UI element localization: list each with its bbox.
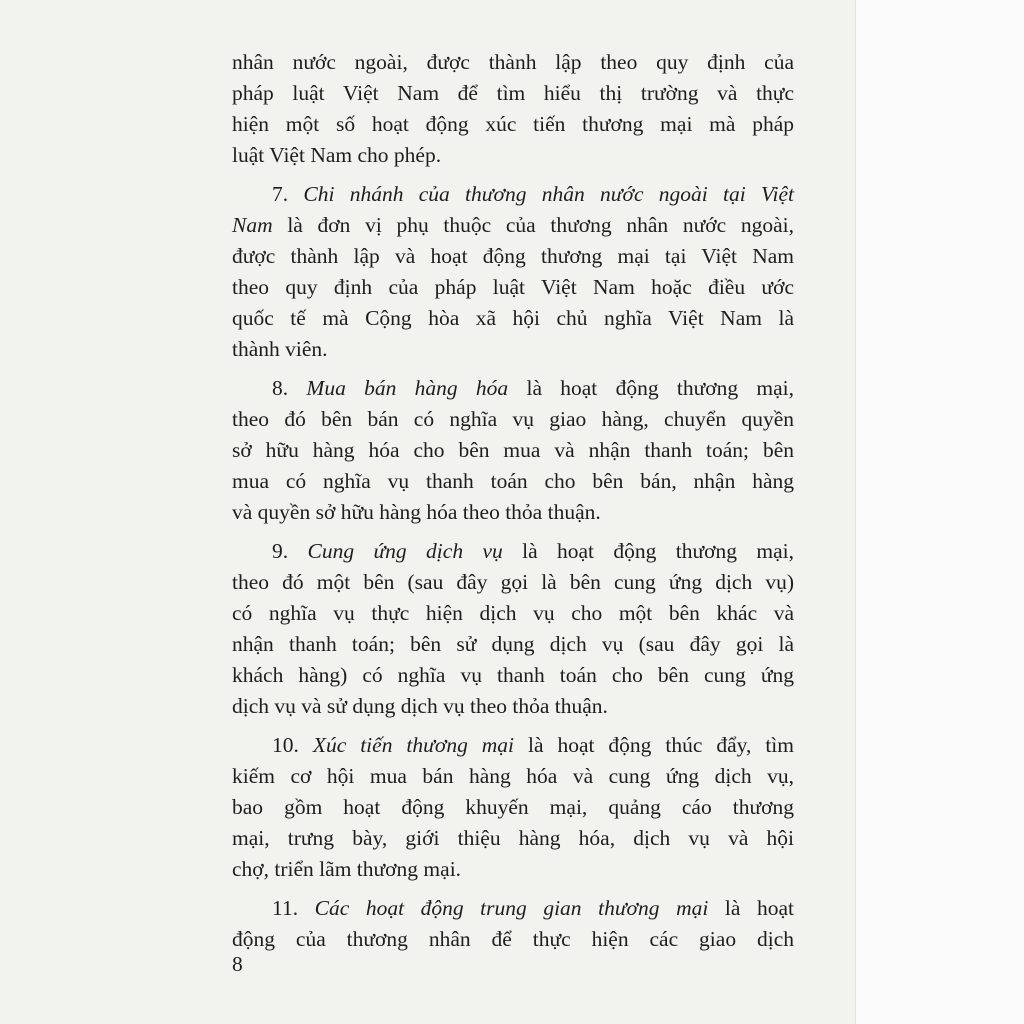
text-line	[232, 303, 794, 334]
paragraph	[232, 373, 794, 528]
text-line	[232, 497, 794, 528]
text-line	[232, 823, 794, 854]
text-segment: 7.	[272, 182, 304, 206]
text-segment: 10.	[272, 733, 313, 757]
text-segment: nhận thanh toán; bên sử dụng dịch vụ (sau đây gọi là	[232, 632, 794, 656]
text-line	[232, 792, 794, 823]
text-segment: 9.	[272, 539, 308, 563]
text-segment: sở hữu hàng hóa cho bên mua và nhận thanh toán; bên	[232, 438, 794, 462]
text-line	[232, 272, 794, 303]
text-line	[232, 660, 794, 691]
italic-term: Mua bán hàng hóa	[306, 376, 509, 400]
paragraph	[232, 730, 794, 885]
text-segment: là hoạt động thương mại,	[502, 539, 794, 563]
paragraph	[232, 179, 794, 365]
body-text	[232, 47, 794, 955]
text-line	[232, 761, 794, 792]
text-segment: khách hàng) có nghĩa vụ thanh toán cho bên cung ứng	[232, 663, 794, 687]
text-segment: động của thương nhân để thực hiện các giao dịch	[232, 927, 794, 951]
text-segment: là hoạt động thúc đẩy, tìm	[514, 733, 794, 757]
text-line	[232, 109, 794, 140]
text-segment: là đơn vị phụ thuộc của thương nhân nước ngoài,	[272, 213, 794, 237]
text-segment: là hoạt động thương mại,	[508, 376, 794, 400]
text-line	[232, 435, 794, 466]
text-segment: mại, trưng bày, giới thiệu hàng hóa, dịch vụ và hội	[232, 826, 794, 850]
italic-term: Các hoạt động trung gian thương mại	[314, 896, 709, 920]
text-line	[232, 210, 794, 241]
text-line	[232, 373, 794, 404]
text-segment: theo đó bên bán có nghĩa vụ giao hàng, chuyển quyền	[232, 407, 794, 431]
text-line	[232, 854, 794, 885]
text-line	[232, 730, 794, 761]
text-segment: có nghĩa vụ thực hiện dịch vụ cho một bên khác và	[232, 601, 794, 625]
text-line	[232, 179, 794, 210]
paragraph	[232, 536, 794, 722]
text-line	[232, 536, 794, 567]
italic-term: Chi nhánh của thương nhân nước ngoài tại Việt	[303, 182, 794, 206]
text-segment: nhân nước ngoài, được thành lập theo quy định của	[232, 50, 794, 74]
text-line	[232, 241, 794, 272]
text-segment: và quyền sở hữu hàng hóa theo thỏa thuận.	[232, 500, 601, 524]
page-edge	[856, 0, 1024, 1024]
text-line	[232, 598, 794, 629]
text-segment: pháp luật Việt Nam để tìm hiểu thị trường và thực	[232, 81, 794, 105]
text-line	[232, 629, 794, 660]
text-line	[232, 334, 794, 365]
text-line	[232, 691, 794, 722]
text-segment: kiếm cơ hội mua bán hàng hóa và cung ứng dịch vụ,	[232, 764, 794, 788]
page-number: 8	[232, 952, 243, 976]
text-segment: theo đó một bên (sau đây gọi là bên cung ứng dịch vụ)	[232, 570, 794, 594]
text-segment: chợ, triển lãm thương mại.	[232, 857, 462, 881]
paragraph	[232, 47, 794, 171]
text-segment: 11.	[272, 896, 315, 920]
text-line	[232, 404, 794, 435]
text-segment: bao gồm hoạt động khuyến mại, quảng cáo thương	[232, 795, 794, 819]
text-segment: thành viên.	[232, 337, 328, 361]
text-segment: dịch vụ và sử dụng dịch vụ theo thỏa thuận.	[232, 694, 608, 718]
text-segment: luật Việt Nam cho phép.	[232, 143, 442, 167]
paragraph	[232, 893, 794, 955]
text-segment: quốc tế mà Cộng hòa xã hội chủ nghĩa Việt Nam là	[232, 306, 794, 330]
text-segment: hiện một số hoạt động xúc tiến thương mại mà pháp	[232, 112, 794, 136]
text-segment: mua có nghĩa vụ thanh toán cho bên bán, nhận hàng	[232, 469, 794, 493]
text-segment: được thành lập và hoạt động thương mại tại Việt Nam	[232, 244, 794, 268]
text-line	[232, 893, 794, 924]
text-line	[232, 140, 794, 171]
italic-term: Cung ứng dịch vụ	[307, 539, 503, 563]
text-segment: 8.	[272, 376, 307, 400]
text-line	[232, 466, 794, 497]
text-line	[232, 924, 794, 955]
italic-term: Nam	[232, 213, 273, 237]
text-segment: là hoạt	[708, 896, 794, 920]
text-segment: theo quy định của pháp luật Việt Nam hoặc điều ước	[232, 275, 794, 299]
text-line	[232, 567, 794, 598]
italic-term: Xúc tiến thương mại	[312, 733, 515, 757]
text-line	[232, 47, 794, 78]
text-line	[232, 78, 794, 109]
